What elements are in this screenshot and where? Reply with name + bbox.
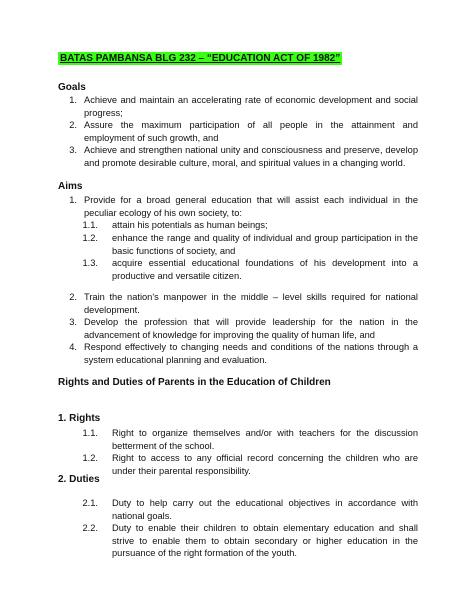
aim-number: 4. (69, 342, 77, 352)
goal-item: Achieve and maintain an accelerating rate of economic development and social progress; (84, 95, 418, 118)
duties-item: Duty to help carry out the educational objectives in accordance with national goals. (112, 498, 418, 521)
aim-subnumber: 1.2. (82, 233, 98, 243)
goal-item: Assure the maximum participation of all people in the attainment and employment of such growth, and (84, 120, 418, 143)
aim-number: 2. (69, 292, 77, 302)
rights-number: 1.1. (82, 428, 98, 438)
aim-item: Train the nation's manpower in the middle – level skills required for national development. (84, 292, 418, 315)
aim-item: Develop the profession that will provide leadership for the nation in the advancement of knowledge for improving the quality of human life, and (84, 317, 418, 340)
aim-subitem: acquire essential educational foundations of his development into a productive and versatile citizen. (112, 258, 418, 281)
rights-item: Right to organize themselves and/or with teachers for the discussion betterment of the school. (112, 428, 418, 451)
aim-number: 3. (69, 317, 77, 327)
aim-item: Respond effectively to changing needs and conditions of the nations through a system educational planning and evaluation. (84, 342, 418, 365)
aim-number: 1. (69, 195, 77, 205)
aims-heading: Aims (58, 181, 83, 192)
duties-number: 2.1. (82, 498, 98, 508)
rights-item: Right to access to any official record concerning the children who are under their parental responsibility. (112, 453, 418, 476)
aim-item: Provide for a broad general education that will assist each individual in the peculiar ecology of his own society, to: (84, 195, 418, 218)
goal-item: Achieve and strengthen national unity and consciousness and preserve, develop and promote desirable culture, moral, and spiritual values in a changing world. (84, 145, 418, 168)
aim-subitem: enhance the range and quality of individual and group participation in the basic functions of society, and (112, 233, 418, 256)
rights-heading: 1. Rights (58, 413, 101, 424)
goal-number: 3. (69, 145, 77, 155)
goal-number: 1. (69, 95, 77, 105)
duties-heading: 2. Duties (58, 474, 100, 485)
aim-subitem: attain his potentials as human beings; (112, 220, 268, 230)
document-title: BATAS PAMBANSA BLG 232 – “EDUCATION ACT OF 1982” (60, 53, 341, 64)
aim-subnumber: 1.1. (82, 220, 98, 230)
rights-duties-heading: Rights and Duties of Parents in the Education of Children (58, 377, 331, 388)
goal-number: 2. (69, 120, 77, 130)
duties-item: Duty to enable their children to obtain elementary education and shall strive to enable them to obtain secondary or higher education in the pursuance of the right formation of the youth. (112, 523, 418, 558)
aim-subnumber: 1.3. (82, 258, 98, 268)
duties-number: 2.2. (82, 523, 98, 533)
goals-heading: Goals (58, 82, 86, 93)
rights-number: 1.2. (82, 453, 98, 463)
